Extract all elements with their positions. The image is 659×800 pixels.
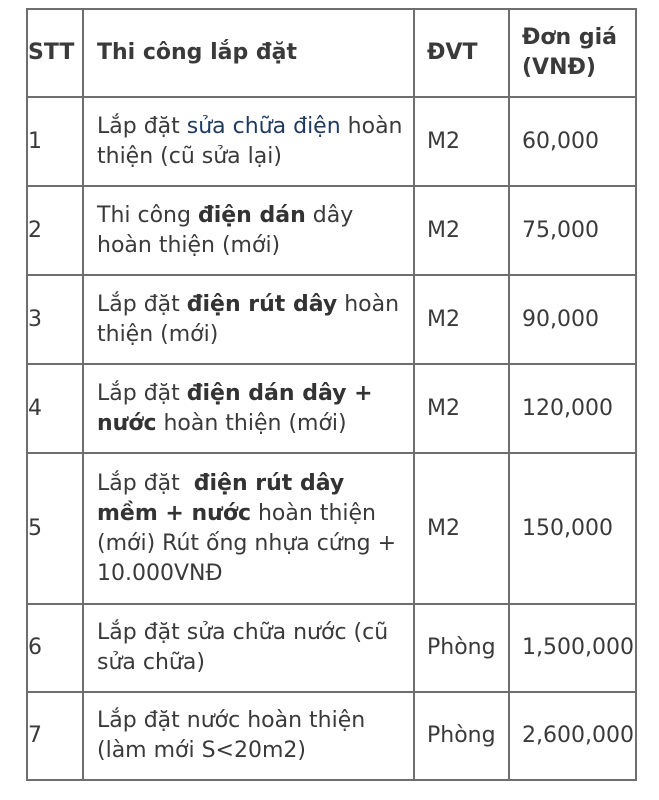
table-row (27, 186, 636, 275)
header-price (509, 9, 636, 97)
row-description (83, 453, 414, 604)
row-stt: 1 (27, 97, 83, 186)
row-price: 1,500,000 (509, 604, 636, 692)
row-price: 2,600,000 (509, 692, 636, 780)
row-stt: 7 (27, 692, 83, 780)
header-price-line2: (VNĐ) (522, 55, 596, 80)
desc-text: Lắp đặt (97, 380, 187, 406)
row-description: Lắp đặt nước hoàn thiện (làm mới S<20m2) (83, 692, 414, 780)
row-description (83, 364, 414, 453)
row-description (83, 186, 414, 275)
desc-bold-text: điện dán dây + nước (97, 380, 373, 436)
table-row (27, 453, 636, 604)
row-price: 150,000 (509, 453, 636, 604)
table-row (27, 604, 636, 692)
desc-text: hoàn thiện (mới) (156, 410, 347, 436)
desc-text: hoàn thiện (cũ sửa lại) (97, 113, 403, 169)
row-unit: M2 (414, 186, 509, 275)
row-price: 60,000 (509, 97, 636, 186)
service-link[interactable]: sửa chữa điện (186, 113, 341, 139)
row-price: 120,000 (509, 364, 636, 453)
row-price: 90,000 (509, 275, 636, 364)
row-description: Lắp đặt sửa chữa nước (cũ sửa chữa) (83, 604, 414, 692)
row-stt: 5 (27, 453, 83, 604)
desc-bold-text: điện rút dây (186, 291, 338, 317)
row-unit: M2 (414, 275, 509, 364)
row-stt: 2 (27, 186, 83, 275)
desc-text: hoàn thiện (mới) Rút ống nhựa cứng + 10.000VNĐ (97, 500, 397, 586)
header-stt: STT (27, 9, 83, 97)
desc-text: dây hoàn thiện (mới) (97, 202, 354, 258)
desc-text: Thi công (97, 202, 198, 228)
row-description (83, 275, 414, 364)
row-unit: M2 (414, 364, 509, 453)
desc-text: Lắp đặt (97, 470, 194, 496)
table-row (27, 97, 636, 186)
header-price-line1: Đơn giá (522, 25, 618, 50)
row-unit: M2 (414, 453, 509, 604)
desc-text: Lắp đặt (97, 291, 187, 317)
row-description (83, 97, 414, 186)
row-stt: 3 (27, 275, 83, 364)
desc-text: hoàn thiện (mới) (97, 291, 400, 347)
header-unit: ĐVT (414, 9, 509, 97)
desc-text: Lắp đặt (97, 113, 187, 139)
row-unit: M2 (414, 97, 509, 186)
row-unit: Phòng (414, 604, 509, 692)
header-description: Thi công lắp đặt (83, 9, 414, 97)
row-stt: 6 (27, 604, 83, 692)
table-row (27, 275, 636, 364)
row-unit: Phòng (414, 692, 509, 780)
row-stt: 4 (27, 364, 83, 453)
table-header-row (27, 9, 636, 97)
table-row (27, 364, 636, 453)
desc-bold-text: điện dán (197, 202, 306, 228)
row-price: 75,000 (509, 186, 636, 275)
desc-bold-text: điện rút dây mềm + nước (97, 470, 345, 526)
price-table (26, 8, 637, 781)
table-row (27, 692, 636, 780)
